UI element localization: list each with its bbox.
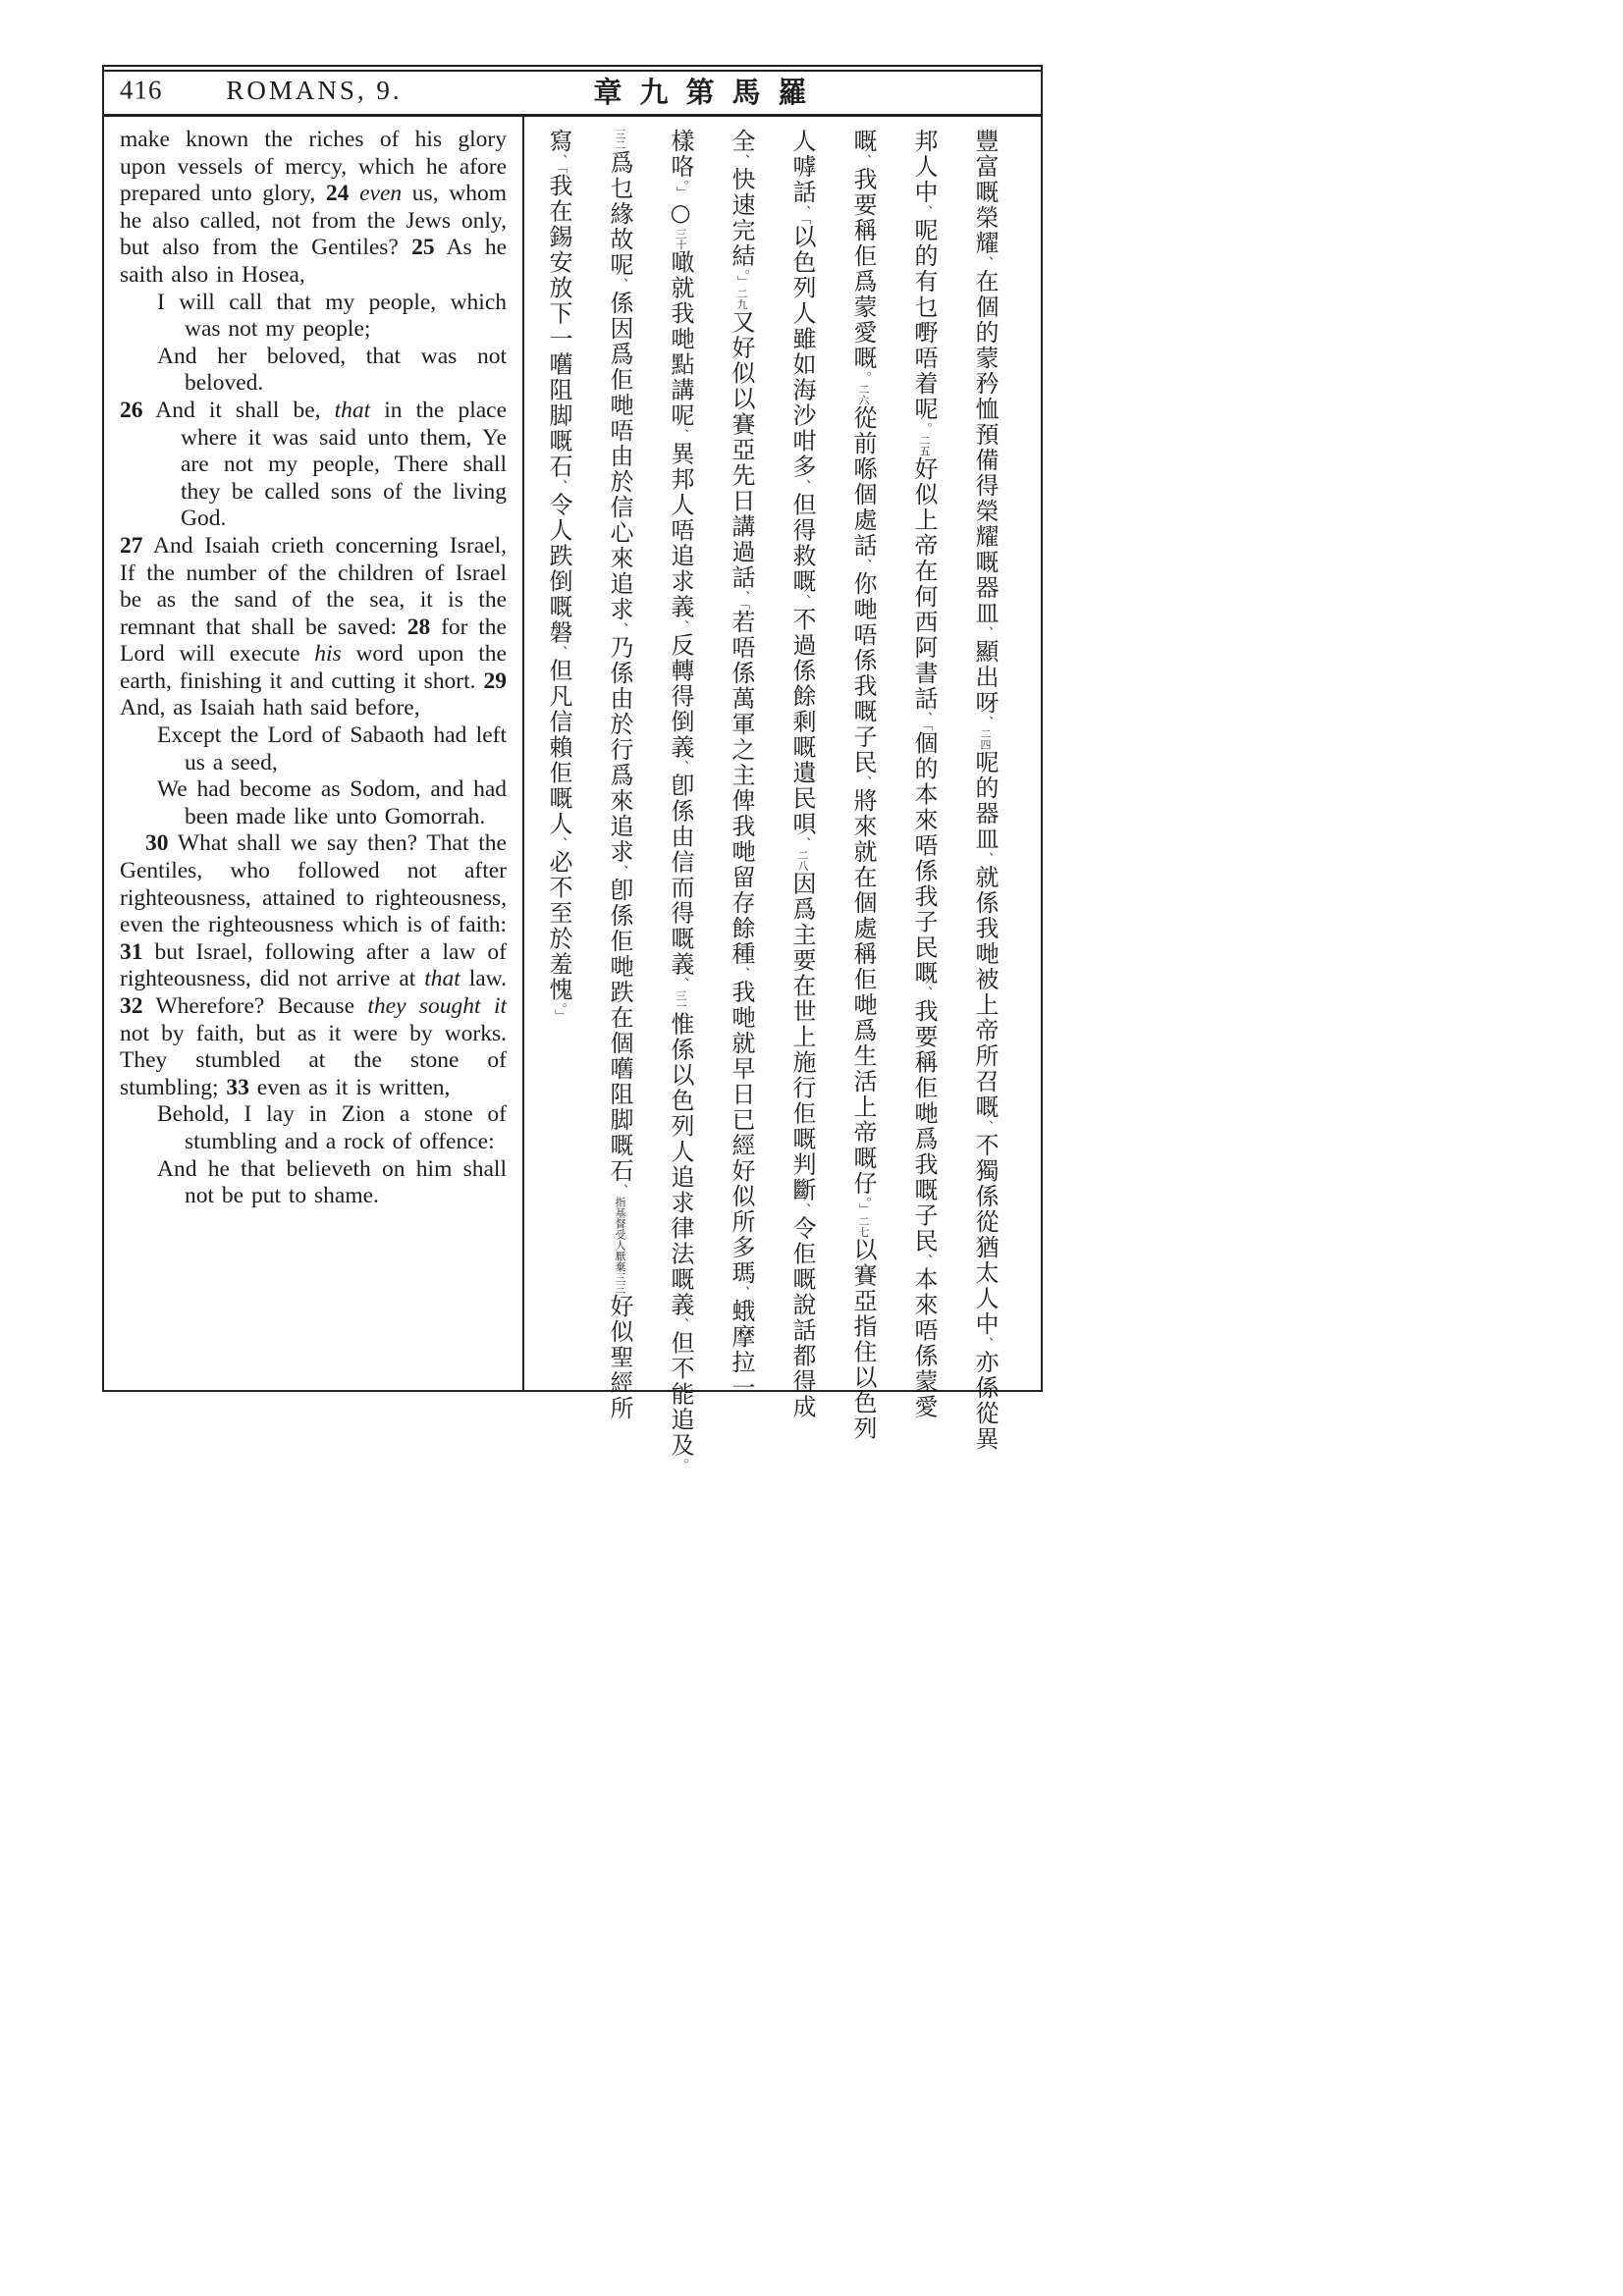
english-text-segment: word upon the earth, finishing it and cutting it short. xyxy=(120,641,507,694)
chinese-punctuation: 」 xyxy=(734,275,749,289)
english-text-segment xyxy=(349,181,359,206)
verse-number-annotation: 二六 xyxy=(857,384,870,405)
chinese-punctuation: 「 xyxy=(734,603,749,610)
verse-number-annotation: 三十 xyxy=(675,228,687,250)
verse-number-annotation: 三一 xyxy=(675,989,687,1012)
english-text-segment: Wherefore? Because xyxy=(142,993,368,1019)
english-text-segment: even as it is written, xyxy=(248,1074,451,1100)
chinese-punctuation: 、 xyxy=(734,590,749,604)
chinese-punctuation: 、 xyxy=(613,278,627,291)
english-text-segment: that xyxy=(424,966,460,992)
chinese-punctuation: 、 xyxy=(734,1286,749,1299)
chinese-punctuation: 、 xyxy=(795,594,810,608)
header-left-section xyxy=(104,76,524,106)
verse-number-annotation: 二七 xyxy=(857,1215,870,1238)
english-paragraph xyxy=(120,776,507,830)
english-text-segment: As he saith also in Hosea, xyxy=(120,235,507,288)
chinese-punctuation: 「 xyxy=(552,167,567,174)
english-text-segment: And, as Isaiah hath said before, xyxy=(120,695,420,721)
chinese-punctuation: 、 xyxy=(552,479,567,493)
chinese-column: 嘅、我要稱佢爲蒙愛嘅。二六從前喺個處話、你哋唔係我嘅子民、將來就在個處稱佢哋爲生活上帝嘅仔。」二七以賽亞指住以色列 xyxy=(849,129,877,1442)
chinese-punctuation: 「 xyxy=(917,724,932,731)
chinese-punctuation: 。 xyxy=(917,422,932,435)
verse-number-annotation: 三三 xyxy=(614,1272,626,1294)
chinese-punctuation: 、 xyxy=(795,479,810,493)
chinese-text xyxy=(528,129,1015,1471)
english-text-segment: 27 xyxy=(120,532,143,559)
chinese-column-area xyxy=(524,117,1041,1471)
chinese-punctuation: 、 xyxy=(613,865,627,878)
english-text-segment: 26 xyxy=(120,397,143,423)
english-text-segment: 30 xyxy=(145,830,169,857)
english-text-segment: And Isaiah crieth concerning Israel, If the number of the children of Israel be as the sand of the sea, it is the remnant that shall be saved: xyxy=(120,532,507,640)
english-text-segment: What shall we say then? That the Gentiles, who followed not after righteousness, attained to righteousness, even the righteousness which is of faith: xyxy=(120,830,507,938)
chinese-punctuation: 。 xyxy=(856,371,871,384)
english-column xyxy=(104,117,524,1392)
english-text-segment: 31 xyxy=(120,938,143,965)
chinese-punctuation: 」 xyxy=(674,186,688,199)
english-paragraph xyxy=(120,533,507,722)
english-paragraph xyxy=(120,1156,507,1210)
header-title-chinese: 章九第馬羅 xyxy=(593,75,825,109)
chinese-punctuation: 、 xyxy=(978,1120,993,1133)
english-text-segment: make known the riches of his glory upon vessels of mercy, which he afore prepared unto glory, xyxy=(120,127,507,207)
english-text-segment: but Israel, following after a law of righteousness, did not arrive at xyxy=(120,938,507,992)
chinese-punctuation: 、 xyxy=(734,154,749,167)
chinese-column: 全、快速完結。」二九又好似以賽亞先日講過話、「若唔係萬軍之主俾我哋留存餘種、我哋就早日已經好似所多瑪、蛾摩拉一 xyxy=(728,129,755,1401)
chinese-punctuation: 、 xyxy=(917,986,932,999)
chinese-punctuation: 」 xyxy=(856,1202,871,1216)
english-text-segment: even xyxy=(359,181,403,207)
verse-number-annotation: 二五 xyxy=(918,435,931,456)
english-text-segment: his xyxy=(314,641,342,667)
english-text-segment: in the place where it was said unto them, Ye are not my people, There shall they be called sons of the living God. xyxy=(181,397,508,532)
chinese-punctuation: 、 xyxy=(674,619,688,633)
english-text-segment: 32 xyxy=(120,993,143,1019)
chinese-punctuation: 」 xyxy=(552,1009,567,1022)
english-text-segment: Except the Lord of Sabaoth had left us a seed, xyxy=(157,722,507,775)
english-paragraph xyxy=(120,290,507,344)
english-text-segment: law. xyxy=(460,966,507,992)
chinese-punctuation: 。 xyxy=(552,1002,567,1009)
chinese-punctuation: 「 xyxy=(795,218,810,225)
chinese-punctuation: 、 xyxy=(674,428,688,442)
english-paragraph xyxy=(120,398,507,533)
english-paragraph xyxy=(120,722,507,776)
chinese-punctuation: 、 xyxy=(613,1184,627,1197)
chinese-punctuation: 、 xyxy=(856,559,871,571)
english-text-segment: And her beloved, that was not beloved. xyxy=(157,343,507,397)
chinese-punctuation: 、 xyxy=(674,1317,688,1331)
chinese-punctuation: 、 xyxy=(856,775,871,788)
page-frame xyxy=(102,65,1043,1471)
chinese-punctuation: 、 xyxy=(917,1254,932,1267)
chinese-column: 寫、「我在錫安放下一嚿阻脚嘅石、令人跌倒嘅磐、但凡信賴佢嘅人、必不至於羞愧。」 xyxy=(545,129,572,1022)
english-text-segment: We had become as Sodom, and had been made like unto Gomorrah. xyxy=(157,776,507,829)
chinese-punctuation: 、 xyxy=(795,836,810,850)
chinese-punctuation: 、 xyxy=(613,622,627,635)
english-text-segment: they sought it xyxy=(367,993,507,1019)
english-text-segment: 25 xyxy=(411,235,435,261)
chinese-column: 邦人中、呢的有乜嘢唔着呢。二五好似上帝在何西阿書話、「個的本來唔係我子民嘅、我要稱佢哋爲我嘅子民、本來唔係蒙愛 xyxy=(910,129,938,1420)
header-title-english: ROMANS, 9. xyxy=(226,75,403,105)
header-right-section xyxy=(524,71,1041,111)
english-text-segment: 29 xyxy=(483,667,507,694)
english-text-segment: for the Lord will execute xyxy=(120,614,507,667)
chinese-punctuation: 、 xyxy=(795,1202,810,1216)
chinese-punctuation: 、 xyxy=(552,645,567,659)
page-body xyxy=(104,117,1041,1471)
chinese-punctuation: 、 xyxy=(674,977,688,990)
english-text-segment: that xyxy=(334,397,371,423)
chinese-punctuation: 、 xyxy=(795,205,810,218)
english-paragraph xyxy=(120,127,507,290)
english-text-segment: I will call that my people, which was not my people; xyxy=(157,289,507,343)
english-text-segment: Behold, I lay in Zion a stone of stumbling and a rock of offence: xyxy=(157,1101,507,1154)
chinese-punctuation: 。 xyxy=(856,1197,871,1203)
chinese-punctuation: 、 xyxy=(978,626,993,639)
english-paragraph xyxy=(120,830,507,1101)
verse-number-annotation: 二八 xyxy=(796,849,809,872)
interlinear-note: 指基督受人厭棄 xyxy=(614,1197,626,1272)
english-text-segment: And he that believeth on him shall not be put to shame. xyxy=(157,1155,507,1209)
chinese-punctuation: 。 xyxy=(674,1458,688,1471)
chinese-punctuation: 、 xyxy=(978,256,993,269)
english-paragraph xyxy=(120,1101,507,1155)
chinese-column: 人嘑話、「以色列人雖如海沙咁多、但得救嘅、不過係餘剩嘅遺民唄、二八因爲主要在世上施行佢嘅判斷、令佢嘅說話都得成 xyxy=(788,129,816,1420)
page-number: 416 xyxy=(120,75,163,105)
english-paragraph xyxy=(120,344,507,398)
chinese-column: 三二爲乜緣故呢、係因爲佢哋唔由於信心來追求、乃係由於行爲來追求、卽係佢哋跌在個嚿阻脚嘅石、指基督受人厭棄三三好似聖經所 xyxy=(606,129,633,1421)
verse-number-annotation: 二四 xyxy=(979,728,992,750)
chinese-punctuation: 。 xyxy=(674,180,688,187)
chinese-punctuation: 、 xyxy=(917,712,932,724)
chinese-punctuation: 、 xyxy=(552,154,567,167)
chinese-punctuation: 、 xyxy=(552,836,567,850)
english-text-segment: And it shall be, xyxy=(142,397,335,423)
english-text-segment: 28 xyxy=(406,614,431,640)
chinese-punctuation: 、 xyxy=(978,716,993,728)
page-header xyxy=(104,67,1041,117)
chinese-column: 樣咯。」○三十噉就我哋點講呢、異邦人唔追求義、反轉得倒義、卽係由信而得嘅義、三一惟係以色列人追求律法嘅義、但不能追及。 xyxy=(667,129,694,1471)
english-text-segment: not by faith, but as it were by works. They stumbled at the stone of stumbling; xyxy=(120,1020,507,1100)
chinese-column: 豐富嘅榮耀、在個的蒙矜恤預備得榮耀嘅器皿、顯出呀、二四呢的器皿、就係我哋被上帝所召嘅、不獨係從猶太人中、亦係從異 xyxy=(971,129,999,1452)
verse-number-annotation: 二九 xyxy=(735,288,748,310)
chinese-punctuation: 、 xyxy=(978,852,993,865)
english-text-segment: 24 xyxy=(325,181,350,207)
chinese-punctuation: 、 xyxy=(734,967,749,980)
english-text-segment: 33 xyxy=(226,1074,249,1100)
verse-number-annotation: 三二 xyxy=(614,129,626,150)
chinese-punctuation: 、 xyxy=(856,154,871,167)
chinese-punctuation: 、 xyxy=(978,1337,993,1350)
english-text-segment: us, whom he also called, not from the Jews only, but also from the Gentiles? xyxy=(120,181,507,261)
chinese-punctuation: 、 xyxy=(674,760,688,774)
chinese-punctuation: 、 xyxy=(917,205,932,218)
chinese-punctuation: 。 xyxy=(734,269,749,276)
